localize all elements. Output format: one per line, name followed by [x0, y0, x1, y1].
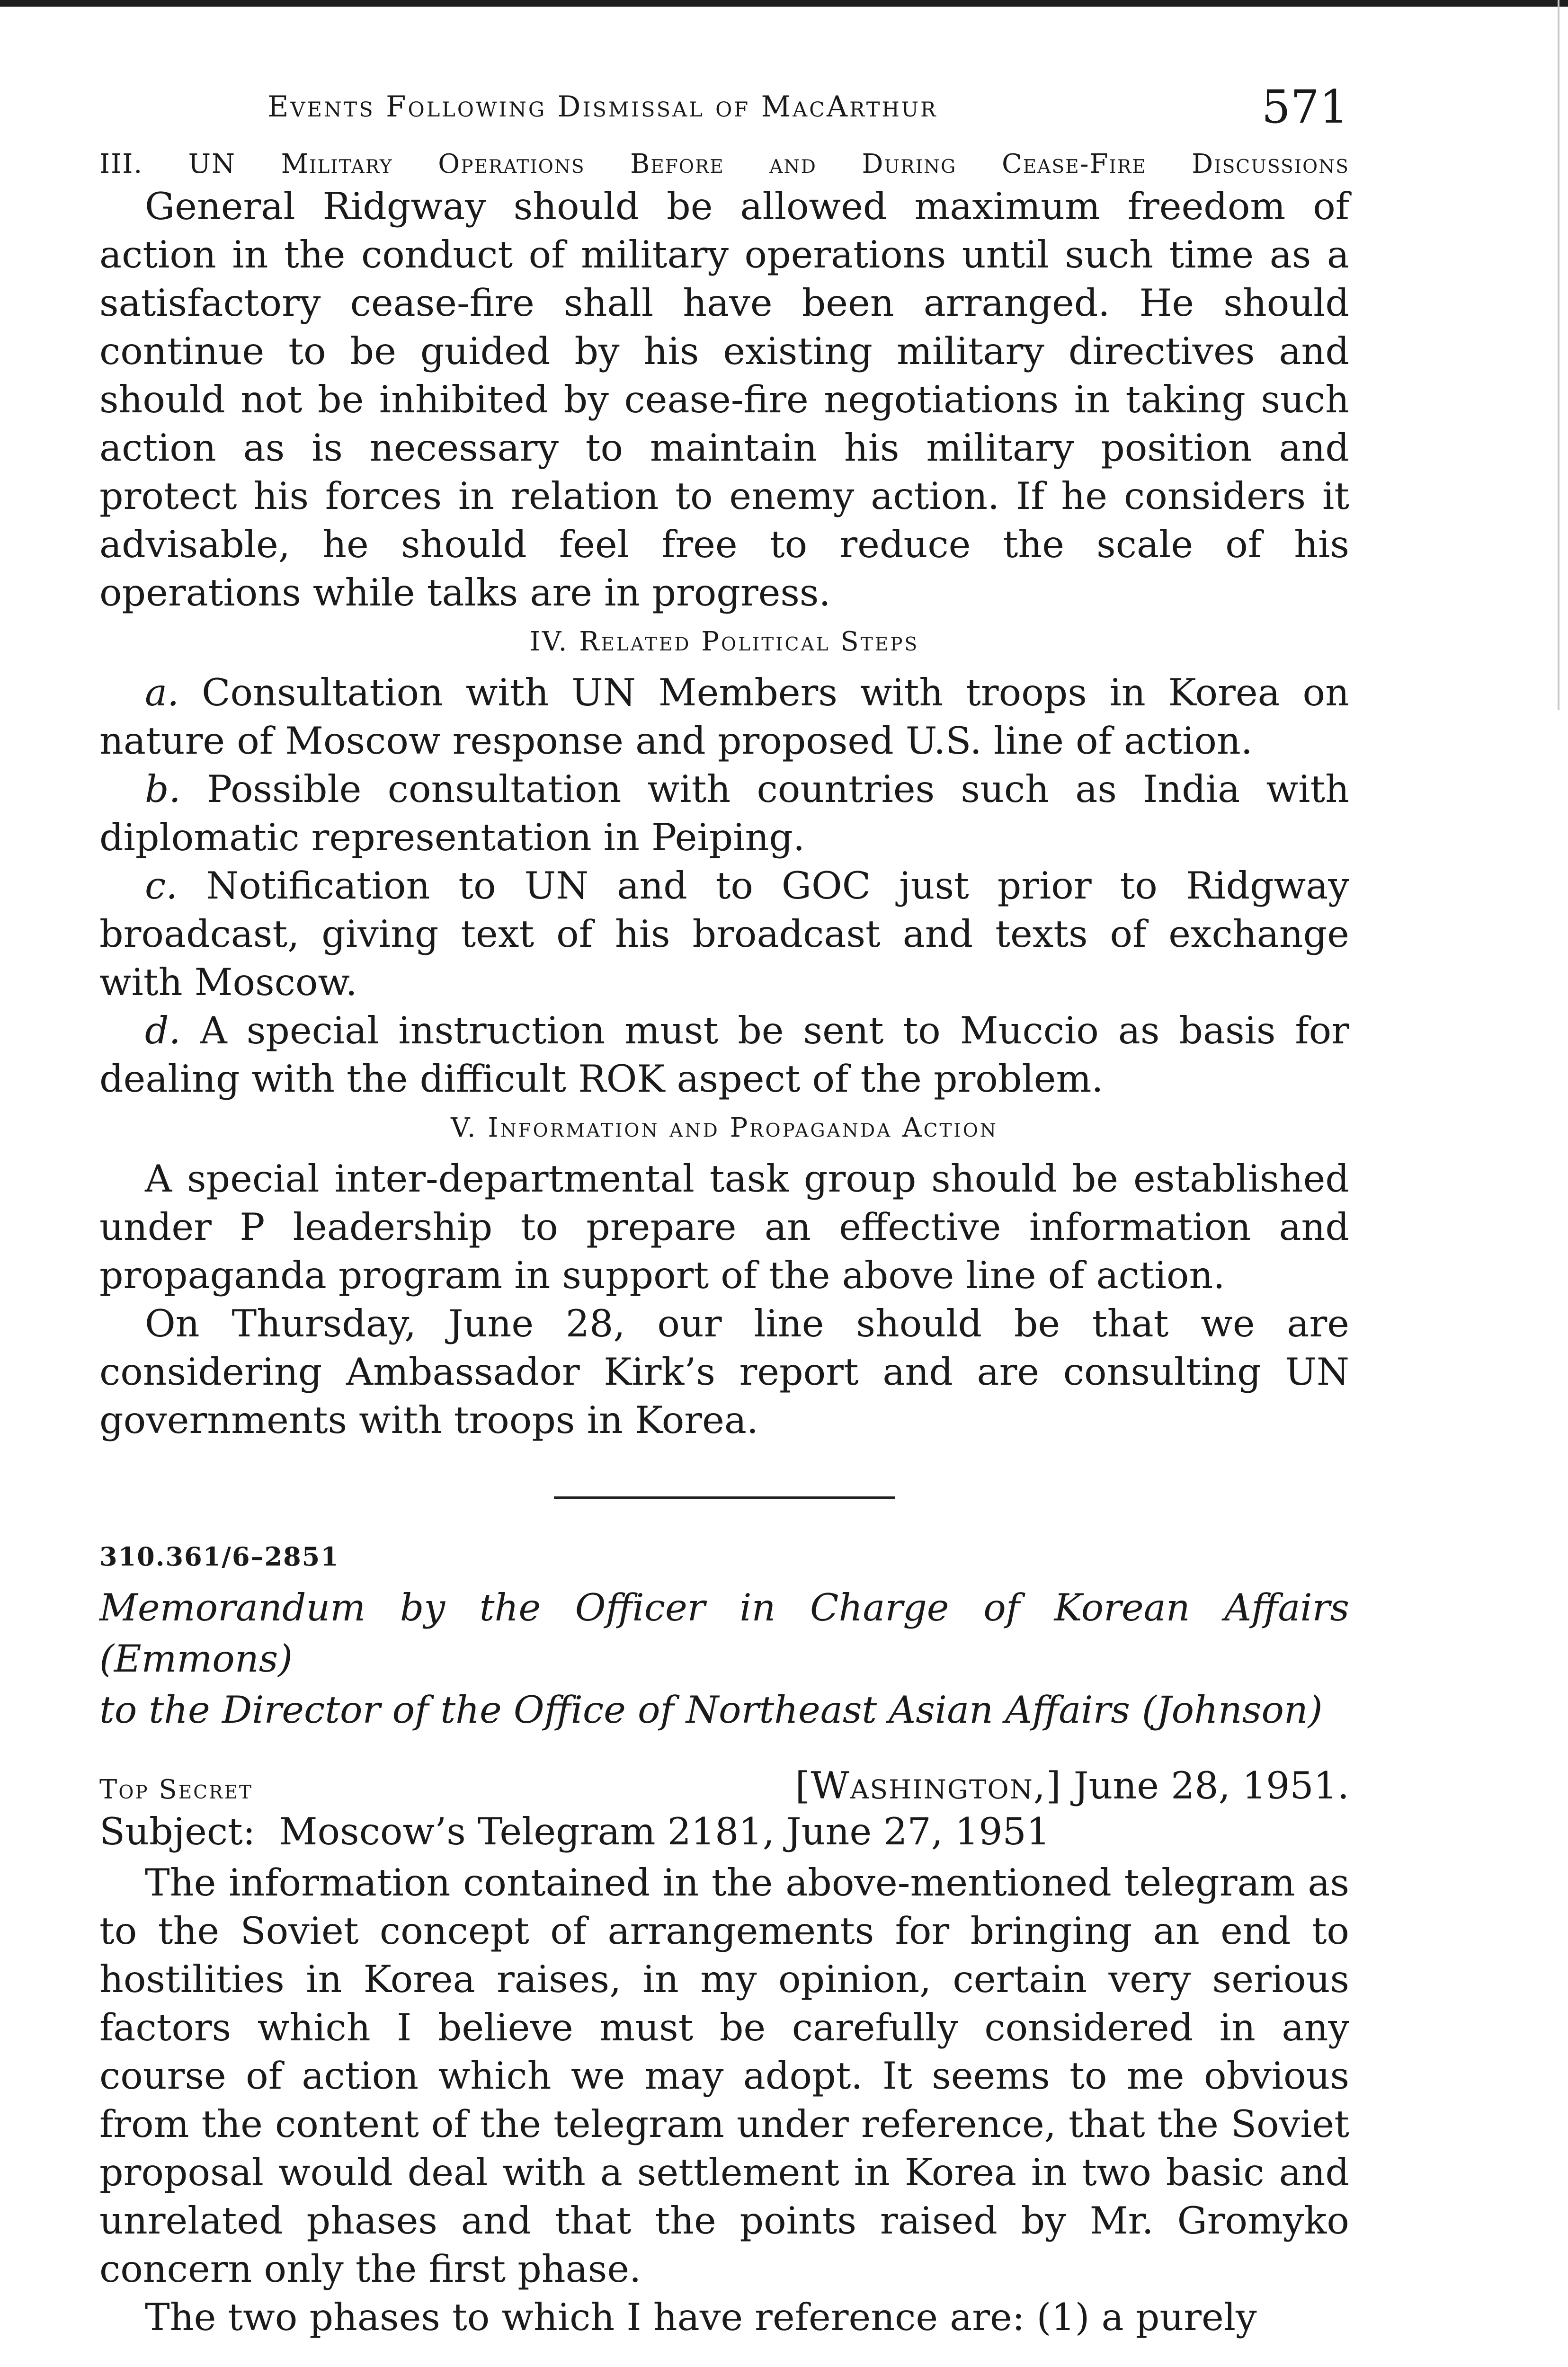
running-title: Events Following Dismissal of MacArthur: [267, 90, 938, 124]
section-v-paragraph-1: A special inter-departmental task group should be established under P leadership to prepare an effective information and propaganda program in support of the above line of action.: [99, 1157, 1349, 1297]
list-label: c.: [145, 864, 178, 908]
memo-paragraph-1: The information contained in the above-mentioned telegram as to the Soviet concept of arrangements for bringing an end to hostilities in Korea raises, in my opinion, certain very serious factors which I believe must be carefully considered in any course of action which we may adopt. It seems to me obvious from the content of the telegram under reference, that the Soviet proposal would deal with a settlement in Korea in two basic and unrelated phases and that the points raised by Mr. Gromyko concern only the first phase.: [99, 1861, 1349, 2291]
section-heading-v: V. Information and Propaganda Action: [451, 1112, 998, 1143]
list-text: Consultation with UN Members with troops in Korea on nature of Moscow response and proposed U.S. line of action.: [99, 671, 1349, 763]
memo-title-line-2: to the Director of the Office of Northeast Asian Affairs (Johnson): [99, 1688, 1323, 1732]
subject-text: Moscow’s Telegram 2181, June 27, 1951: [279, 1810, 1051, 1853]
subject-label: Subject:: [99, 1810, 256, 1853]
classification-marking: Top Secret: [99, 1774, 253, 1805]
classification-line: [99, 1764, 1349, 1807]
list-item-c: [99, 862, 1349, 1006]
memo-paragraph-2: The two phases to which I have reference are: (1) a purely: [145, 2296, 1257, 2339]
list-item-a: [99, 668, 1349, 765]
dateline-date: June 28, 1951.: [1073, 1764, 1349, 1807]
list-text: Notification to UN and to GOC just prior to Ridgway broadcast, giving text of his broadcast and texts of exchange with Moscow.: [99, 864, 1349, 1004]
section-iii-paragraph: General Ridgway should be allowed maximum freedom of action in the conduct of military operations until such time as a satisfactory cease-fire shall have been arranged. He should continue to be guided by his existing military directives and should not be inhibited by cease-fire negotiations in taking such action as is necessary to maintain his military position and protect his forces in relation to enemy action. If he considers it advisable, he should feel free to reduce the scale of his operations while talks are in progress.: [99, 185, 1349, 614]
list-text: Possible consultation with countries such as India with diplomatic representation in Peiping.: [99, 767, 1349, 859]
section-heading-iii: III. UN Military Operations Before and During Cease-Fire Discussions: [99, 149, 1349, 179]
text-column: [99, 71, 1349, 2341]
page-right-edge: [1558, 0, 1559, 710]
list-label: b.: [145, 767, 181, 811]
dateline: [795, 1764, 1349, 1807]
list-label: d.: [145, 1009, 181, 1052]
section-heading-iv: IV. Related Political Steps: [529, 626, 919, 657]
dateline-place: [Washington,]: [795, 1764, 1062, 1807]
file-number: 310.361/6–2851: [99, 1541, 339, 1572]
page-top-edge: [0, 0, 1568, 7]
list-label: a.: [145, 671, 179, 714]
list-text: A special instruction must be sent to Muccio as basis for dealing with the difficult ROK aspect of the problem.: [99, 1009, 1349, 1101]
section-divider: [554, 1496, 895, 1499]
list-item-b: [99, 765, 1349, 862]
list-item-d: [99, 1006, 1349, 1103]
memo-title-line-1: Memorandum by the Officer in Charge of Korean Affairs (Emmons): [99, 1586, 1349, 1681]
section-v-paragraph-2: On Thursday, June 28, our line should be that we are considering Ambassador Kirk’s report and are consulting UN governments with troops in Korea.: [99, 1302, 1349, 1442]
running-header: [99, 71, 1349, 137]
subject-line: [99, 1807, 1349, 1856]
page-number: 571: [1261, 80, 1348, 133]
